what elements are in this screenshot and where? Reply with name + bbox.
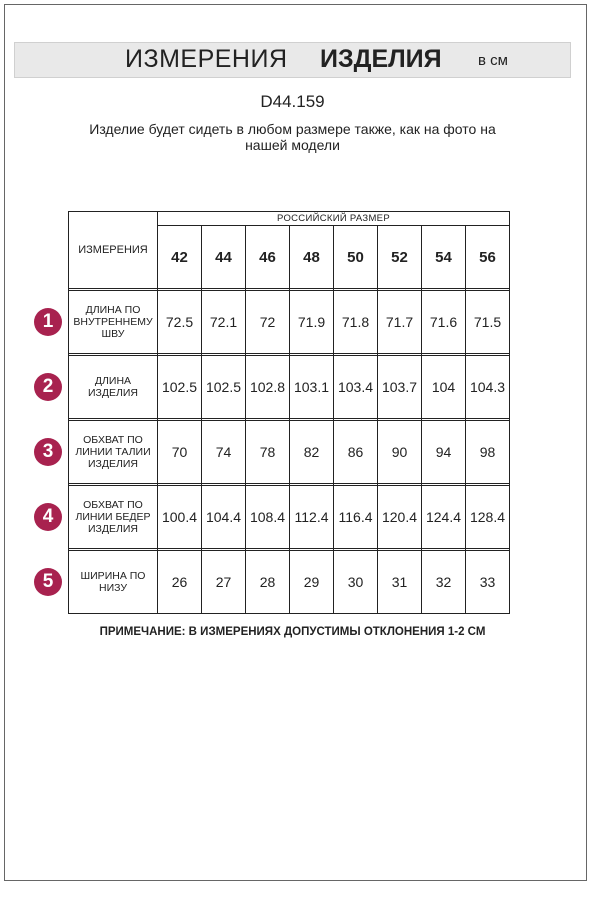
measurement-value: 71.7 — [378, 291, 422, 354]
measurement-label-line: НИЗУ — [98, 582, 128, 594]
table-row — [69, 291, 510, 354]
size-header-cell: 44 — [202, 226, 246, 289]
size-chart-body — [69, 212, 510, 614]
measurement-value: 29 — [290, 551, 334, 614]
size-header-cell: 56 — [466, 226, 510, 289]
row-number-badge: 2 — [34, 373, 62, 401]
fit-note — [60, 121, 525, 153]
table-row — [69, 356, 510, 419]
row-number-badge: 5 — [34, 568, 62, 596]
measurement-value: 71.8 — [334, 291, 378, 354]
size-header-cell: 54 — [422, 226, 466, 289]
measurement-value: 102.5 — [158, 356, 202, 419]
measurement-label-line: ДЛИНА ПО — [85, 304, 141, 316]
measurement-value: 104.4 — [202, 486, 246, 549]
size-chart-table — [68, 211, 510, 614]
measurement-label — [69, 291, 158, 354]
measurement-label — [69, 486, 158, 549]
measurement-label-line: ЛИНИИ ТАЛИИ — [75, 446, 151, 458]
measurement-label-line: ИЗДЕЛИЯ — [87, 387, 139, 399]
measurement-value: 72.1 — [202, 291, 246, 354]
row-number-badge: 4 — [34, 503, 62, 531]
measurement-value: 26 — [158, 551, 202, 614]
measurement-label-line: ШИРИНА ПО — [80, 570, 146, 582]
measurement-value: 116.4 — [334, 486, 378, 549]
measurement-value: 71.5 — [466, 291, 510, 354]
measurement-value: 28 — [246, 551, 290, 614]
title-unit: в см — [478, 52, 508, 69]
size-header-cell: 50 — [334, 226, 378, 289]
measurement-value: 102.8 — [246, 356, 290, 419]
measurement-label-line: ДЛИНА — [94, 375, 132, 387]
size-header-cell: 52 — [378, 226, 422, 289]
measurement-value: 72.5 — [158, 291, 202, 354]
measurement-value: 104 — [422, 356, 466, 419]
measurement-label-line: ОБХВАТ ПО — [83, 434, 143, 446]
measurement-value: 104.3 — [466, 356, 510, 419]
measurement-value: 32 — [422, 551, 466, 614]
measurement-value: 94 — [422, 421, 466, 484]
measurement-value: 74 — [202, 421, 246, 484]
measurement-value: 103.1 — [290, 356, 334, 419]
table-row — [69, 421, 510, 484]
measure-column-header: ИЗМЕРЕНИЯ — [69, 212, 158, 289]
article-number: D44.159 — [260, 92, 325, 111]
measurement-value: 30 — [334, 551, 378, 614]
measurement-value: 71.6 — [422, 291, 466, 354]
measurement-label-line: ИЗДЕЛИЯ — [87, 523, 139, 535]
measurement-label-line: ЛИНИИ БЕДЕР — [75, 511, 151, 523]
measurement-value: 33 — [466, 551, 510, 614]
measurement-value: 108.4 — [246, 486, 290, 549]
measurement-value: 103.7 — [378, 356, 422, 419]
table-row — [69, 486, 510, 549]
measurement-value: 70 — [158, 421, 202, 484]
title-product: ИЗДЕЛИЯ — [320, 45, 442, 73]
measurement-value: 100.4 — [158, 486, 202, 549]
measurement-value: 102.5 — [202, 356, 246, 419]
header-row — [69, 212, 510, 226]
measurement-label — [69, 356, 158, 419]
size-header-cell: 42 — [158, 226, 202, 289]
size-header-cell: 48 — [290, 226, 334, 289]
measurement-label-line: ВНУТРЕННЕМУ — [73, 316, 153, 328]
measurement-value: 124.4 — [422, 486, 466, 549]
fit-note-line-2: нашей модели — [245, 137, 340, 153]
measurement-value: 86 — [334, 421, 378, 484]
measurement-value: 72 — [246, 291, 290, 354]
measurement-value: 103.4 — [334, 356, 378, 419]
fit-note-line-1: Изделие будет сидеть в любом размере также, как на фото на — [89, 121, 496, 137]
measurement-value: 82 — [290, 421, 334, 484]
measurement-label — [69, 551, 158, 614]
measurement-value: 90 — [378, 421, 422, 484]
measurement-label-line: ШВУ — [101, 328, 125, 340]
measurement-value: 31 — [378, 551, 422, 614]
row-number-badge: 3 — [34, 438, 62, 466]
title-measurements: ИЗМЕРЕНИЯ — [125, 45, 288, 73]
measurement-value: 120.4 — [378, 486, 422, 549]
table-row — [69, 551, 510, 614]
measurement-value: 71.9 — [290, 291, 334, 354]
measurement-value: 112.4 — [290, 486, 334, 549]
measurement-label — [69, 421, 158, 484]
measurement-value: 27 — [202, 551, 246, 614]
russian-size-header: РОССИЙСКИЙ РАЗМЕР — [158, 212, 510, 226]
tolerance-note: ПРИМЕЧАНИЕ: В ИЗМЕРЕНИЯХ ДОПУСТИМЫ ОТКЛОНЕНИЯ 1-2 СМ — [99, 626, 486, 638]
measurement-label-line: ИЗДЕЛИЯ — [87, 458, 139, 470]
measurement-label-line: ОБХВАТ ПО — [83, 499, 143, 511]
size-header-cell: 46 — [246, 226, 290, 289]
measurement-value: 98 — [466, 421, 510, 484]
row-number-badge: 1 — [34, 308, 62, 336]
measurement-value: 78 — [246, 421, 290, 484]
measurement-value: 128.4 — [466, 486, 510, 549]
